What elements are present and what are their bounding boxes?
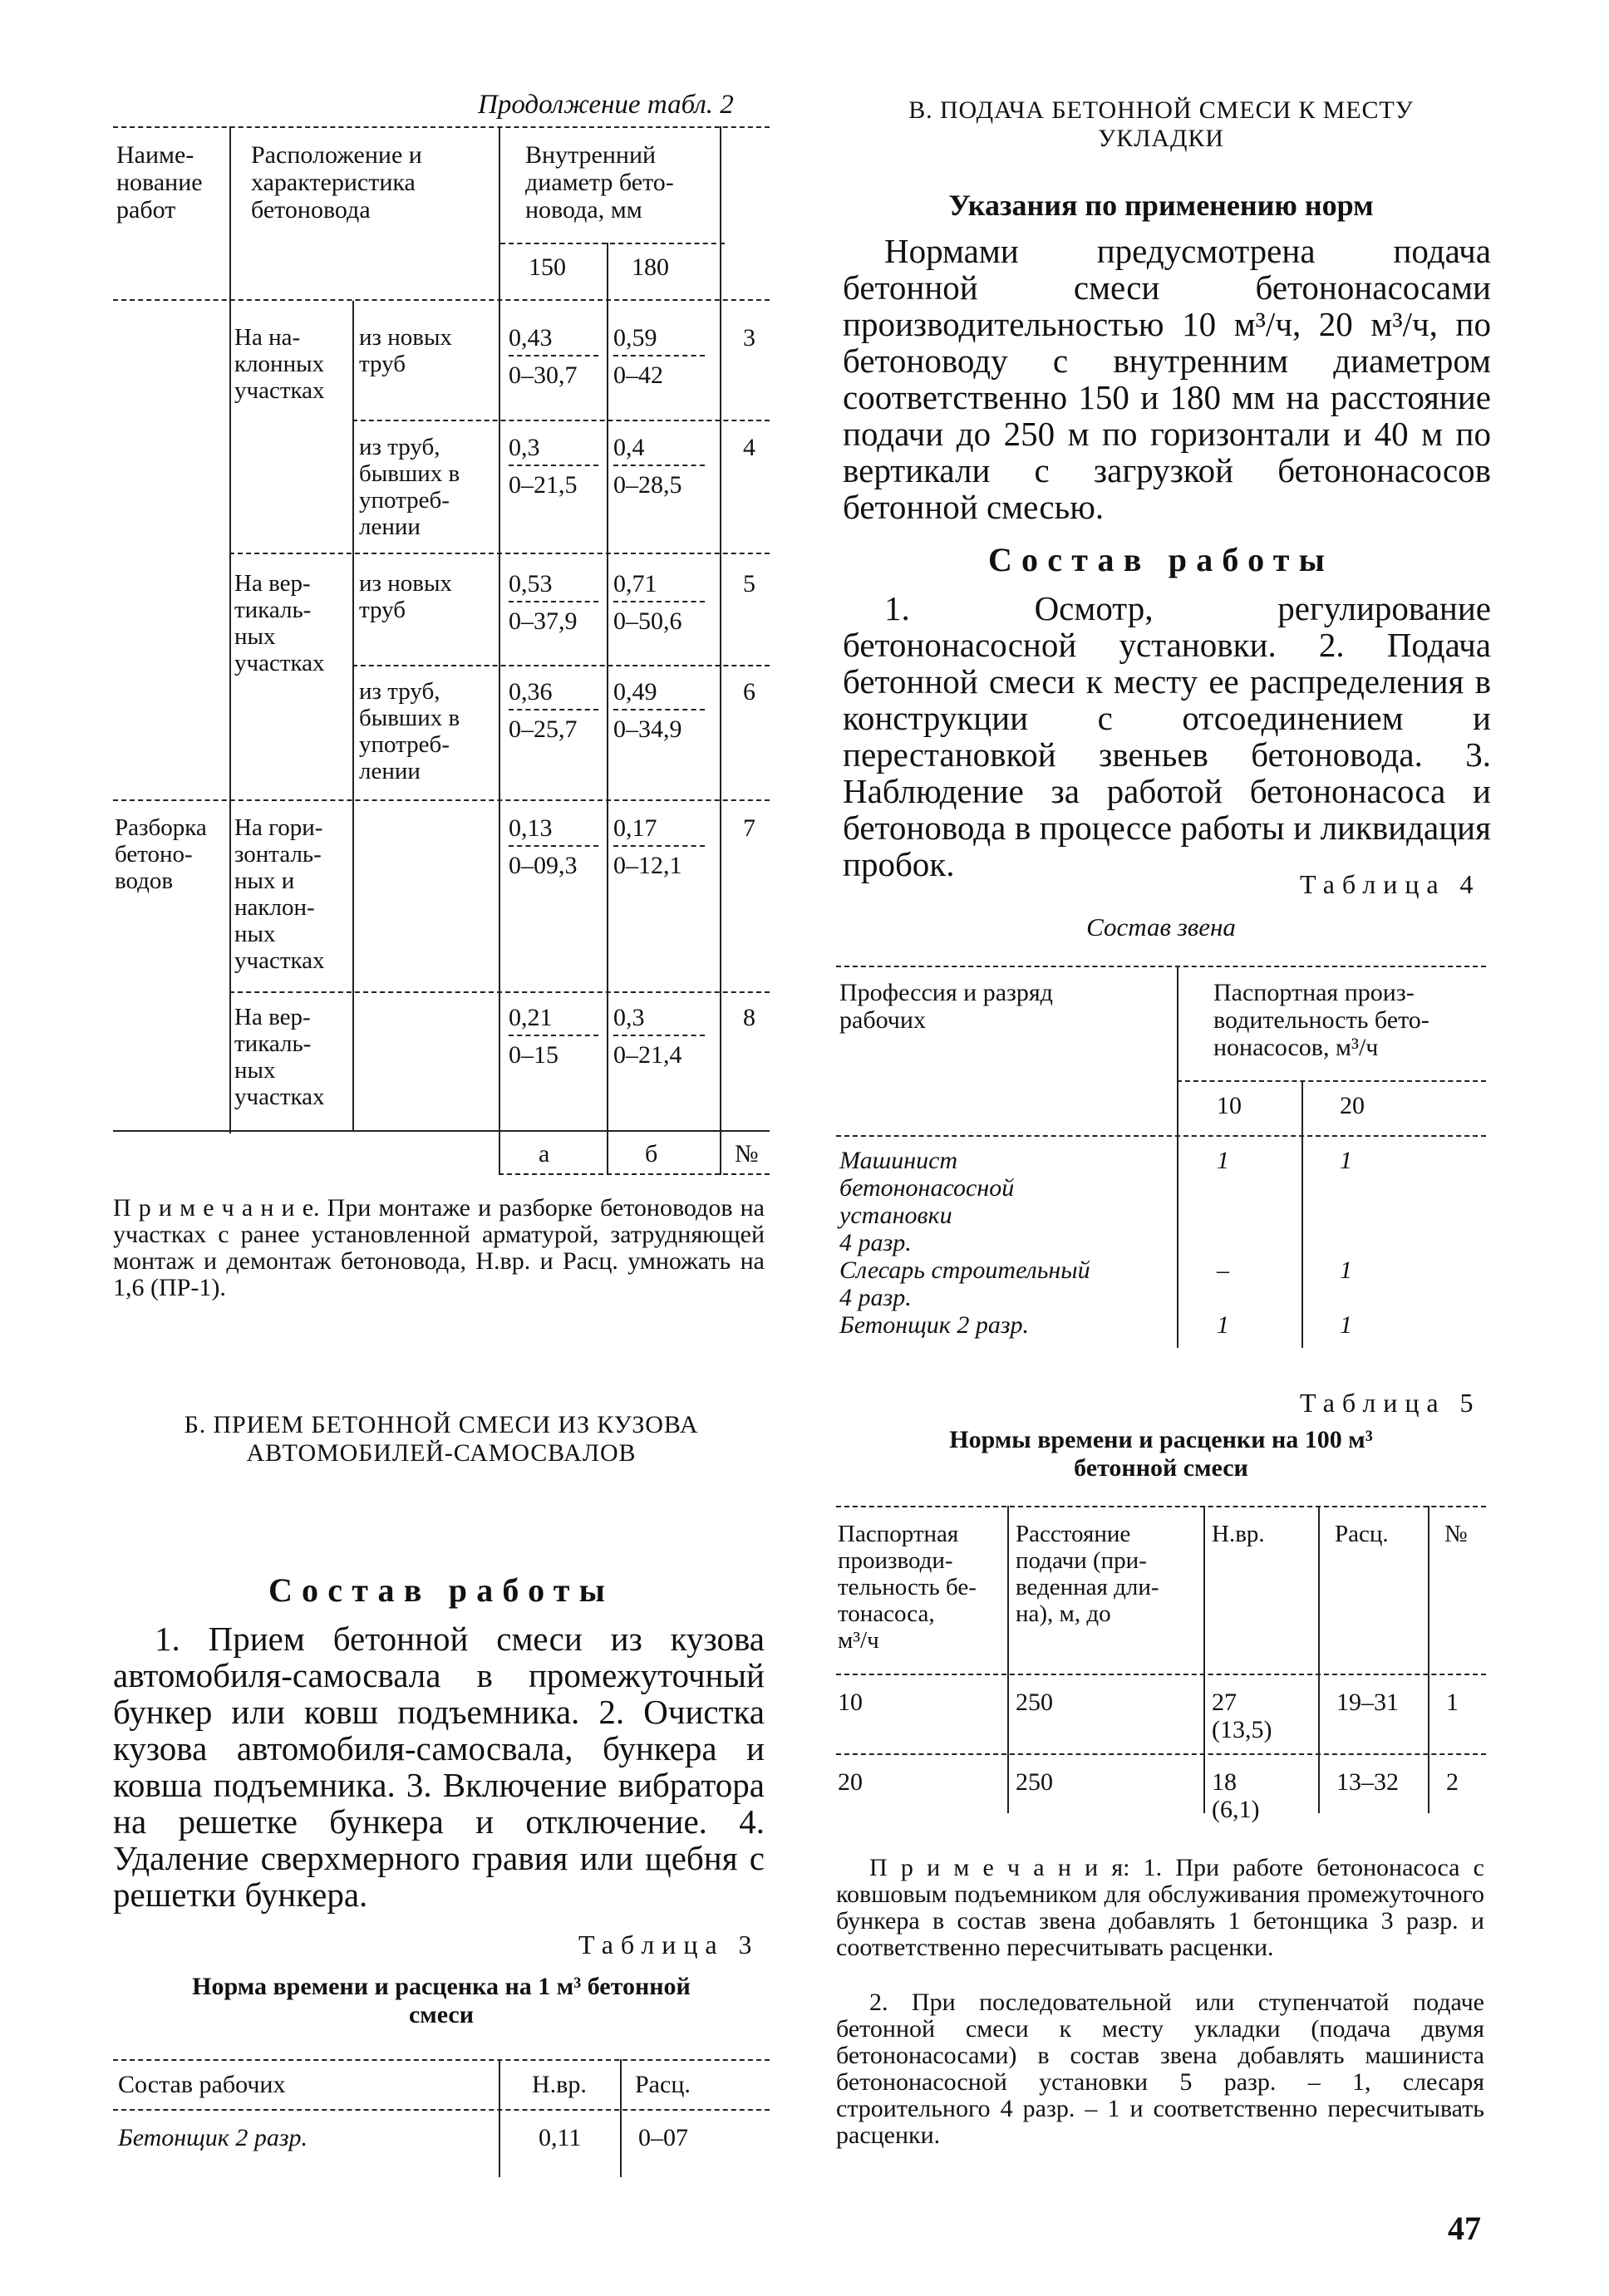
value-a-6: 0,36 0–25,7 (509, 678, 598, 743)
work-composition-text-right: 1. Осмотр, регулирование бетононасосной установки. 2. Подача бетонной смеси к месту ее распределения в конструкции с отсоединением и перестановкой звеньев бетоновода. 3. Наблюдение за работой бетононасоса и бетоновода в процессе работы и ликвидация пробок. (843, 589, 1491, 883)
table-4-row-operator: Машинист бетононасосной установки 4 разр. (839, 1147, 1015, 1256)
table-4-operator-10: 1 (1217, 1147, 1229, 1174)
value-b-3: 0,59 0–42 (613, 324, 705, 389)
sub-used-pipes-2: из труб, бывших в употреб- лении (359, 678, 460, 784)
instructions-title: Указания по применению норм (948, 189, 1374, 222)
value-b-8: 0,3 0–21,4 (613, 1004, 705, 1069)
header-diameter: Внутренний диаметр бето- новода, мм (525, 141, 674, 224)
table-5-row1-nvr: 27 (13,5) (1212, 1689, 1272, 1743)
table-4-header-profession: Профессия и разряд рабочих (839, 979, 1053, 1034)
table-3-label: Таблица 3 (578, 1930, 760, 1959)
section-v-title: В. ПОДАЧА БЕТОННОЙ СМЕСИ К МЕСТУ УКЛАДКИ (908, 96, 1414, 152)
table-5-row2-nvr: 18 (6,1) (1212, 1768, 1260, 1823)
value-a-5: 0,53 0–37,9 (509, 570, 598, 635)
table-5-row1-capacity: 10 (838, 1689, 863, 1716)
group-vertical: На вер- тикаль- ных участках (234, 570, 325, 676)
row-number-4: 4 (743, 434, 755, 461)
group-horizontal: На гори- зонталь- ных и наклон- ных участках (234, 814, 325, 974)
row-number-6: 6 (743, 678, 755, 706)
table-5-row2-rasc: 13–32 (1336, 1768, 1399, 1796)
table-4-row-concreter: Бетонщик 2 разр. (839, 1311, 1030, 1339)
sub-new-pipes-2: из новых труб (359, 570, 452, 623)
table-5-header-capacity: Паспортная производи- тельность бе- тонасоса, м³/ч (838, 1521, 977, 1654)
table-3-header-workers: Состав рабочих (118, 2071, 286, 2098)
value-b-6: 0,49 0–34,9 (613, 678, 705, 743)
table-4-header-20: 20 (1340, 1092, 1365, 1119)
footer-b: б (645, 1140, 658, 1168)
table-5-row1-distance: 250 (1016, 1689, 1053, 1716)
table-4-header-10: 10 (1217, 1092, 1242, 1119)
table-5-note-1: П р и м е ч а н и я: 1. При работе бетононасоса с ковшовым подъемником для обслуживания промежуточного бункера в состав звена добавлять 1 бетонщика 3 разр. и соответственно пересчитывать расценки. (836, 1854, 1484, 1961)
table-3-rasc: 0–07 (638, 2124, 688, 2151)
table-5-header-nvr: Н.вр. (1212, 1521, 1265, 1547)
table-3-header-rasc: Расц. (635, 2071, 691, 2098)
table-3-worker: Бетонщик 2 разр. (118, 2124, 308, 2151)
page-number: 47 (1448, 2210, 1481, 2247)
table-4-operator-20: 1 (1340, 1147, 1352, 1174)
value-a-3: 0,43 0–30,7 (509, 324, 598, 389)
value-b-7: 0,17 0–12,1 (613, 814, 705, 879)
row-number-7: 7 (743, 814, 755, 842)
table-5-row2-capacity: 20 (838, 1768, 863, 1796)
table-5-row1-n: 1 (1446, 1689, 1459, 1716)
value-b-4: 0,4 0–28,5 (613, 434, 705, 499)
table-5-header-rasc: Расц. (1335, 1521, 1389, 1547)
header-d180: 180 (632, 253, 669, 281)
table-5-header-distance: Расстояние подачи (при- веденная дли- на), м, до (1016, 1521, 1159, 1627)
work-dismantling: Разборка бетоно- водов (115, 814, 207, 894)
table-3-header-nvr: Н.вр. (532, 2071, 587, 2098)
table-5-header-n: № (1444, 1521, 1468, 1547)
work-composition-title-right: Состав работы (987, 541, 1335, 578)
continuation-label: Продолжение табл. 2 (478, 90, 734, 120)
sub-new-pipes-1: из новых труб (359, 324, 452, 377)
sub-used-pipes-1: из труб, бывших в употреб- лении (359, 434, 460, 540)
row-number-8: 8 (743, 1004, 755, 1031)
table-4-label: Таблица 4 (1300, 869, 1481, 899)
table-4-concreter-20: 1 (1340, 1311, 1352, 1339)
footer-n: № (735, 1140, 759, 1168)
table-5-row1-rasc: 19–31 (1336, 1689, 1399, 1716)
table-4-subtitle: Состав звена (1086, 912, 1236, 942)
value-a-8: 0,21 0–15 (509, 1004, 598, 1069)
header-d150: 150 (529, 253, 566, 281)
table-4-concreter-10: 1 (1217, 1311, 1229, 1339)
instructions-text: Нормами предусмотрена подача бетонной смеси бетононасосами производительностью 10 м³/ч, 20 м³/ч, по бетоноводу с внутренним диаметром соответственно 150 и 180 мм на расстояние подачи до 250 м по горизонтали и 40 м по вертикали с загрузкой бетононасосов бетонной смесью. (843, 232, 1491, 526)
value-a-7: 0,13 0–09,3 (509, 814, 598, 879)
header-location: Расположение и характеристика бетоновода (251, 141, 422, 224)
row-number-5: 5 (743, 570, 755, 597)
table-3-nvr: 0,11 (539, 2124, 582, 2151)
table-2-note: П р и м е ч а н и е. При монтаже и разборке бетоноводов на участках с ранее установленной арматурой, затрудняющей монтаж и демонтаж бетоновода, Н.вр. и Расц. умножать на 1,6 (ПР-1). (113, 1194, 765, 1301)
work-composition-title-left: Состав работы (268, 1571, 615, 1609)
section-b-title: Б. ПРИЕМ БЕТОННОЙ СМЕСИ ИЗ КУЗОВА АВТОМОБИЛЕЙ-САМОСВАЛОВ (184, 1411, 699, 1467)
row-number-3: 3 (743, 324, 755, 352)
table-3-title: Норма времени и расценка на 1 м³ бетонной смеси (192, 1973, 691, 2028)
table-4-fitter-20: 1 (1340, 1256, 1352, 1284)
table-4-row-fitter: Слесарь строительный 4 разр. (839, 1256, 1090, 1311)
table-5-note-2: 2. При последовательной или ступенчатой подаче бетонной смеси к месту укладки (подача двумя бетононасосами) в состав звена добавлять машиниста бетононасосной установки 5 разр. – 1, слесаря строительного 4 разр. – 1 и соответственно пересчитывать расценки. (836, 1989, 1484, 2149)
table-4-header-capacity: Паспортная произ- водительность бето- нонасосов, м³/ч (1213, 979, 1429, 1061)
work-composition-text-left: 1. Прием бетонной смеси из кузова автомобиля-самосвала в промежуточный бункер или ковш подъемника. 2. Очистка кузова автомобиля-самосвала, бункера и ковша подъемника. 3. Включение вибратора на решетке бункера и отключение. 4. Удаление сверхмерного гравия или щебня с решетки бункера. (113, 1620, 765, 1914)
table-4-fitter-10: – (1217, 1256, 1229, 1284)
group-inclined: На на- клонных участках (234, 324, 325, 404)
value-b-5: 0,71 0–50,6 (613, 570, 705, 635)
header-work: Наиме- нование работ (116, 141, 203, 224)
table-5-title: Нормы времени и расценки на 100 м³ бетонной смеси (949, 1426, 1373, 1482)
group-vertical-2: На вер- тикаль- ных участках (234, 1004, 325, 1110)
table-5-row2-n: 2 (1446, 1768, 1459, 1796)
footer-a: а (539, 1140, 550, 1168)
table-5-label: Таблица 5 (1300, 1388, 1481, 1418)
value-a-4: 0,3 0–21,5 (509, 434, 598, 499)
table-5-row2-distance: 250 (1016, 1768, 1053, 1796)
